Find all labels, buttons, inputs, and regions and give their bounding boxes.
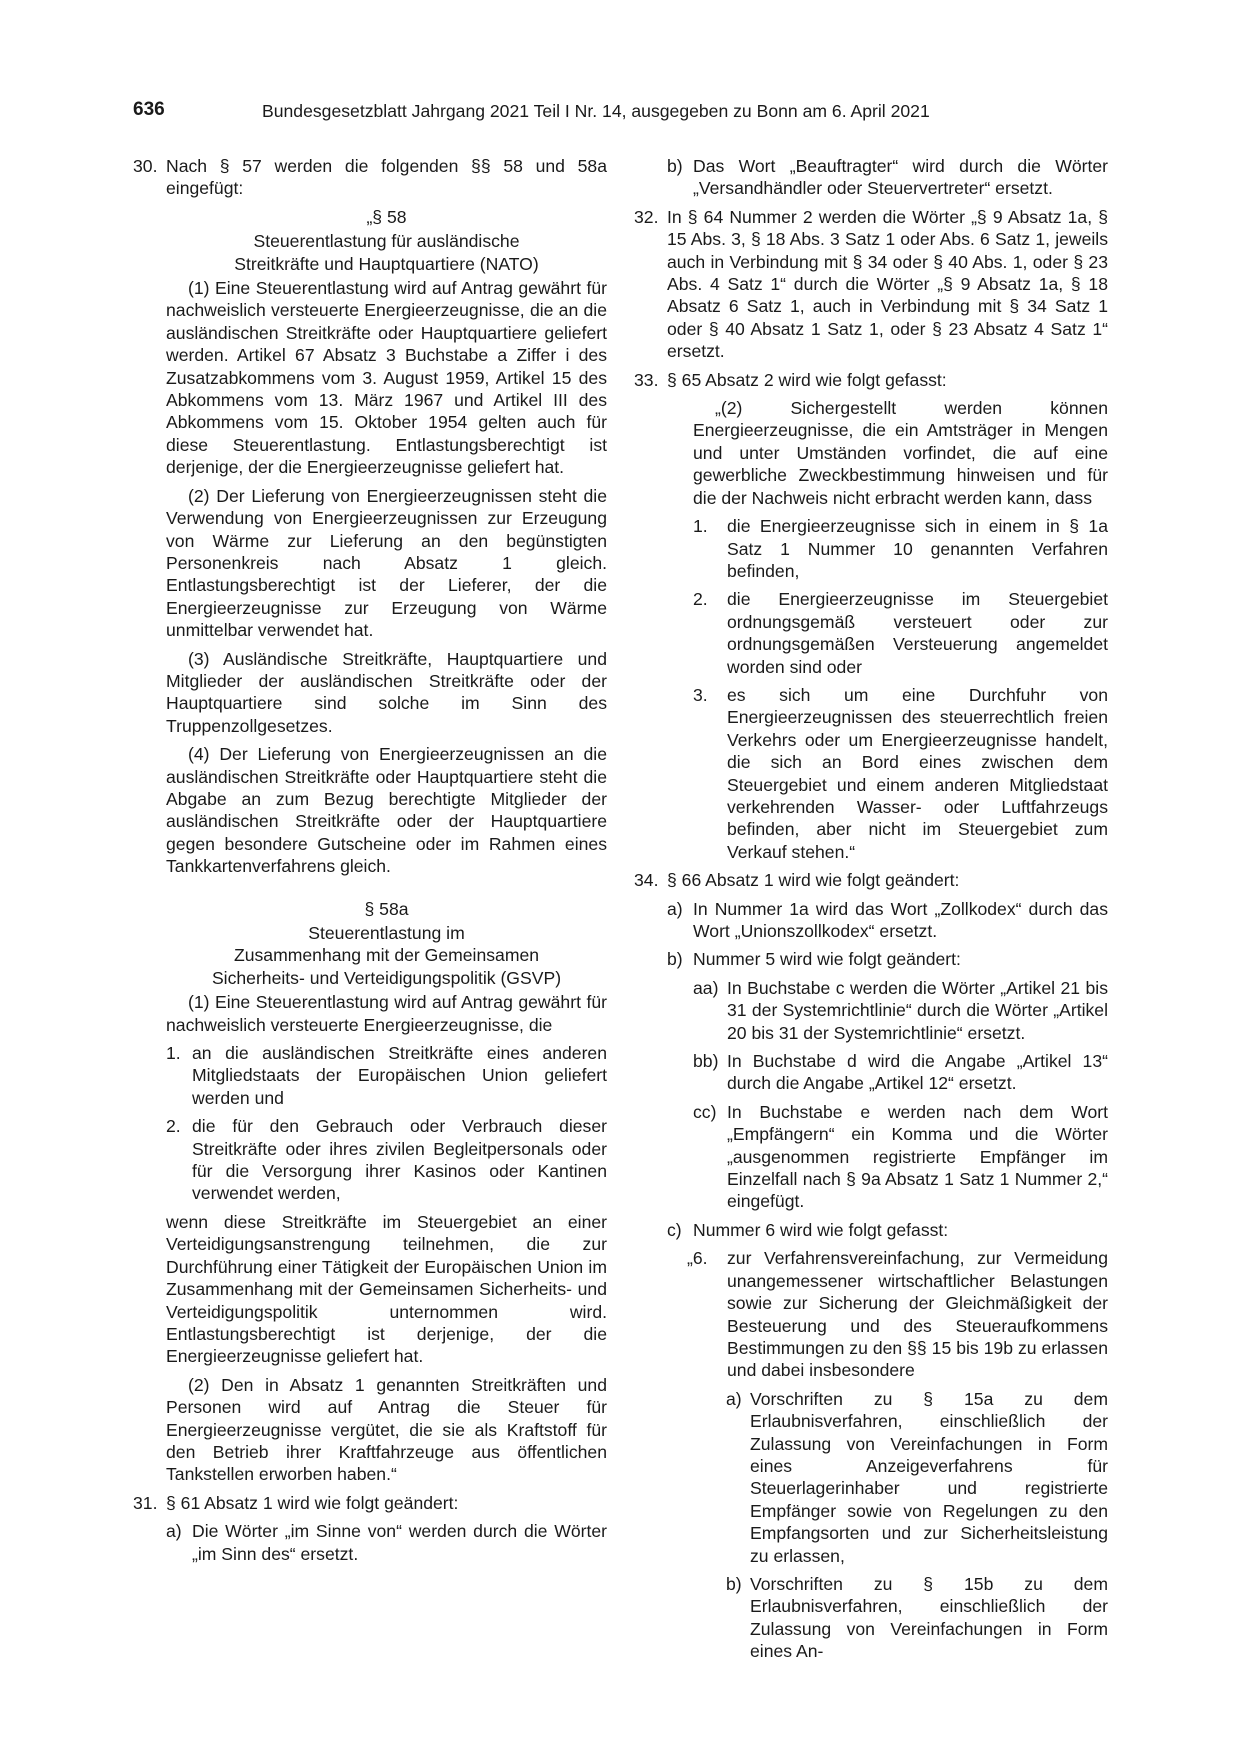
item-number: 33. xyxy=(634,369,659,390)
list-item-34c xyxy=(634,1219,1108,1241)
item-number: 30. xyxy=(133,156,158,176)
item-text: Das Wort „Beauftragter“ wird durch die Wörter „Versandhändler oder Steuervertreter“ ersetzt. xyxy=(693,156,1108,199)
item-text: In Buchstabe e werden nach dem Wort „Empfängern“ ein Komma und die Wörter „ausgenommen registrierte Empfänger im Einzelfall nach § 9a Absatz 1 Satz 1 Nummer 2,“ eingefügt. xyxy=(727,1101,1108,1212)
section-58a-heading: § 58a xyxy=(364,898,409,919)
item-text: Vorschriften zu § 15b zu dem Erlaubnisverfahren, einschließlich der Zulassung von Vereinfachungen in Form eines An- xyxy=(750,1573,1108,1662)
left-column xyxy=(133,155,607,1571)
list-item xyxy=(133,1042,607,1109)
section-58a-paragraph-2: (2) Den in Absatz 1 genannten Streitkräften und Personen wird auf Antrag die Steuer für Energieerzeugnisse vergütet, die sie als Kraftstoff für den Betrieb ihrer Kraftfahrzeuge aus öffentlichen Tankstellen erworben haben.“ xyxy=(166,1374,607,1485)
item-text: Vorschriften zu § 15a zu dem Erlaubnisverfahren, einschließlich der Zulassung von Vereinfachungen in Form eines Anzeigeverfahrens für Steuerlagerinhaber und registrierte Empfänger sowie von Regelungen zu den Empfangsorten und zur Sicherheitsleistung zu erlassen, xyxy=(750,1388,1108,1566)
item-text: zur Verfahrensvereinfachung, zur Vermeidung unangemessener wirtschaftlicher Belastungen sowie zur Sicherung der Gleichmäßigkeit der Besteuerung und des Steueraufkommens Bestimmungen zu den §§ 15 bis 19b zu erlassen und dabei insbesondere xyxy=(727,1248,1108,1381)
list-item-31a xyxy=(133,1520,607,1565)
item-text: die für den Gebrauch oder Verbrauch dieser Streitkräfte oder ihres zivilen Begleitpersonals oder für die Versorgung ihrer Kasinos oder Kantinen verwendet werden, xyxy=(192,1116,607,1204)
item-number: bb) xyxy=(693,1051,719,1072)
list-item-34a xyxy=(634,898,1108,943)
item-text: § 61 Absatz 1 wird wie folgt geändert: xyxy=(166,1492,459,1513)
item-number: cc) xyxy=(693,1101,717,1122)
item-text: In Nummer 1a wird das Wort „Zollkodex“ durch das Wort „Unionszollkodex“ ersetzt. xyxy=(693,898,1108,941)
list-item xyxy=(634,588,1108,678)
item-text: In § 64 Nummer 2 werden die Wörter „§ 9 Absatz 1a, § 15 Abs. 3, § 18 Abs. 3 Satz 1 oder Abs. 6 Satz 1, jeweils auch in Verbindung mit § 34 oder § 40 Abs. 1, oder § 23 Abs. 4 Satz 1“ durch die Wörter „§ 9 Absatz 1a, § 18 Absatz 6 Satz 1, auch in Verbindung mit § 34 Satz 1 oder § 40 Absatz 1 Satz 1, oder § 23 Absatz 4 Satz 1“ ersetzt. xyxy=(667,206,1108,362)
section-58-paragraph-1: (1) Eine Steuerentlastung wird auf Antrag gewährt für nachweislich versteuerte Energieerzeugnisse, die an die ausländischen Streitkräfte oder Hauptquartiere geliefert werden. Artikel 67 Absatz 3 Buchstabe a Ziffer i des Zusatzabkommens vom 3. August 1959, Artikel 15 des Abkommens vom 13. März 1967 und Artikel III des Abkommens vom 15. Oktober 1954 gelten auch für diese Steuerentlastung. Entlastungsberechtigt ist derjenige, der die Energieerzeugnisse geliefert hat. xyxy=(166,278,607,478)
item-text: In Buchstabe d wird die Angabe „Artikel 13“ durch die Angabe „Artikel 12“ ersetzt. xyxy=(727,1051,1108,1094)
item-text: § 65 Absatz 2 wird wie folgt gefasst: xyxy=(667,369,947,390)
list-item-34b xyxy=(634,948,1108,970)
section-58a-continuation: wenn diese Streitkräfte im Steuergebiet an einer Verteidigungsanstrengung teilnehmen, die zur Durchführung einer Tätigkeit der Europäischen Union im Zusammenhang mit der Gemeinsamen Sicherheits- und Verteidigungspolitik unternommen wird. Entlastungsberechtigt ist derjenige, der die Energieerzeugnisse geliefert hat. xyxy=(166,1211,607,1367)
list-item-31 xyxy=(133,1492,607,1514)
item-number: a) xyxy=(166,1521,182,1542)
item-number: „6. xyxy=(687,1248,708,1269)
title-line: Steuerentlastung für ausländische xyxy=(253,231,520,252)
item-text: die Energieerzeugnisse im Steuergebiet ordnungsgemäß versteuert oder zur ordnungsgemäßen Versteuerung angemeldet worden sind oder xyxy=(727,589,1108,677)
section-58-paragraph-4: (4) Der Lieferung von Energieerzeugnissen an die ausländischen Streitkräfte oder Hauptquartiere steht die Abgabe an zum Bezug berechtigte Mitglieder der ausländischen Streitkräfte oder der Hauptquartiere gegen besondere Gutscheine oder im Rahmen eines Tankkartenverfahrens gleich. xyxy=(166,744,607,877)
item-text: Nummer 5 wird wie folgt geändert: xyxy=(693,949,961,970)
item-number: b) xyxy=(726,1573,742,1594)
section-58a-paragraph-1: (1) Eine Steuerentlastung wird auf Antrag gewährt für nachweislich versteuerte Energieerzeugnisse, die xyxy=(166,992,607,1035)
title-line: Streitkräfte und Hauptquartiere (NATO) xyxy=(234,253,539,274)
item-number: 1. xyxy=(693,516,708,537)
list-item-aa xyxy=(634,977,1108,1044)
item-number: 31. xyxy=(133,1492,158,1513)
quoted-paragraph: „(2) Sichergestellt werden können Energieerzeugnisse, die ein Amtsträger in Mengen und unter Umständen vorfindet, die auf eine gewerbliche Zweckbestimmung hinweisen und für die der Nachweis nicht erbracht werden kann, dass xyxy=(693,398,1108,508)
right-column xyxy=(634,155,1108,1669)
item-text: es sich um eine Durchfuhr von Energieerzeugnissen des steuerrechtlich freien Verkehrs oder um Energieerzeugnisse handelt, die sich an Bord eines zwischen dem Steuergebiet und einem anderen Mitgliedstaat verkehrenden Wasser- oder Luftfahrzeugs befinden, aber nicht im Steuergebiet zum Verkauf stehen.“ xyxy=(727,684,1108,862)
item-number: b) xyxy=(667,156,683,176)
list-item-34 xyxy=(634,869,1108,891)
item-number: c) xyxy=(667,1219,682,1240)
item-text: Nummer 6 wird wie folgt gefasst: xyxy=(693,1219,949,1240)
section-58-heading: „§ 58 xyxy=(366,206,407,227)
item-number: aa) xyxy=(693,977,719,998)
item-text: an die ausländischen Streitkräfte eines anderen Mitgliedstaats der Europäischen Union geliefert werden und xyxy=(192,1043,607,1108)
list-item-33 xyxy=(634,369,1108,391)
item-text: die Energieerzeugnisse sich in einem in § 1a Satz 1 Nummer 10 genannten Verfahren befinden, xyxy=(727,516,1108,581)
title-line: Steuerentlastung im xyxy=(308,923,465,943)
item-number: b) xyxy=(667,949,683,970)
list-item-30 xyxy=(133,155,607,200)
item-number: 3. xyxy=(693,684,708,705)
list-item xyxy=(133,1115,607,1205)
item-number: 2. xyxy=(693,589,708,610)
list-item-31b xyxy=(634,155,1108,200)
item-text: Nach § 57 werden die folgenden §§ 58 und 58a eingefügt: xyxy=(166,156,607,199)
list-item-6b xyxy=(634,1573,1108,1663)
item-number: a) xyxy=(726,1388,742,1409)
item-number: a) xyxy=(667,898,683,919)
list-item-6 xyxy=(634,1247,1108,1381)
item-text: Die Wörter „im Sinne von“ werden durch die Wörter „im Sinn des“ ersetzt. xyxy=(192,1521,607,1564)
section-58-paragraph-3: (3) Ausländische Streitkräfte, Hauptquartiere und Mitglieder der ausländischen Streitkräfte oder der Hauptquartiere sind solche im Sinn des Truppenzollgesetzes. xyxy=(166,648,607,736)
item-number: 34. xyxy=(634,870,659,891)
list-item-bb xyxy=(634,1050,1108,1095)
item-number: 1. xyxy=(166,1043,181,1064)
section-58-paragraph-2: (2) Der Lieferung von Energieerzeugnissen steht die Verwendung von Energieerzeugnissen zur Erzeugung von Wärme zur Lieferung an den begünstigten Personenkreis nach Absatz 1 gleich. Entlastungsberechtigt ist der Lieferer, der die Energieerzeugnisse zur Erzeugung von Wärme unmittelbar verwendet hat. xyxy=(166,485,607,641)
list-item-6a xyxy=(634,1388,1108,1567)
list-item xyxy=(634,515,1108,582)
page-number: 636 xyxy=(133,99,165,120)
section-58-title xyxy=(133,230,607,275)
title-line: Zusammenhang mit der Gemeinsamen xyxy=(233,945,540,966)
title-line: Sicherheits- und Verteidigungspolitik (GSVP) xyxy=(211,967,562,988)
list-item-cc xyxy=(634,1101,1108,1213)
item-text: § 66 Absatz 1 wird wie folgt geändert: xyxy=(667,870,960,891)
list-item xyxy=(634,684,1108,863)
list-item-32 xyxy=(634,206,1108,363)
item-text: In Buchstabe c werden die Wörter „Artikel 21 bis 31 der Systemrichtlinie“ durch die Wörter „Artikel 20 bis 31 der Systemrichtlinie“ ersetzt. xyxy=(727,977,1108,1043)
item-number: 2. xyxy=(166,1116,181,1137)
running-head: Bundesgesetzblatt Jahrgang 2021 Teil I Nr. 14, ausgegeben zu Bonn am 6. April 2021 xyxy=(262,101,930,121)
item-number: 32. xyxy=(634,206,659,227)
section-58a-title xyxy=(133,922,607,989)
